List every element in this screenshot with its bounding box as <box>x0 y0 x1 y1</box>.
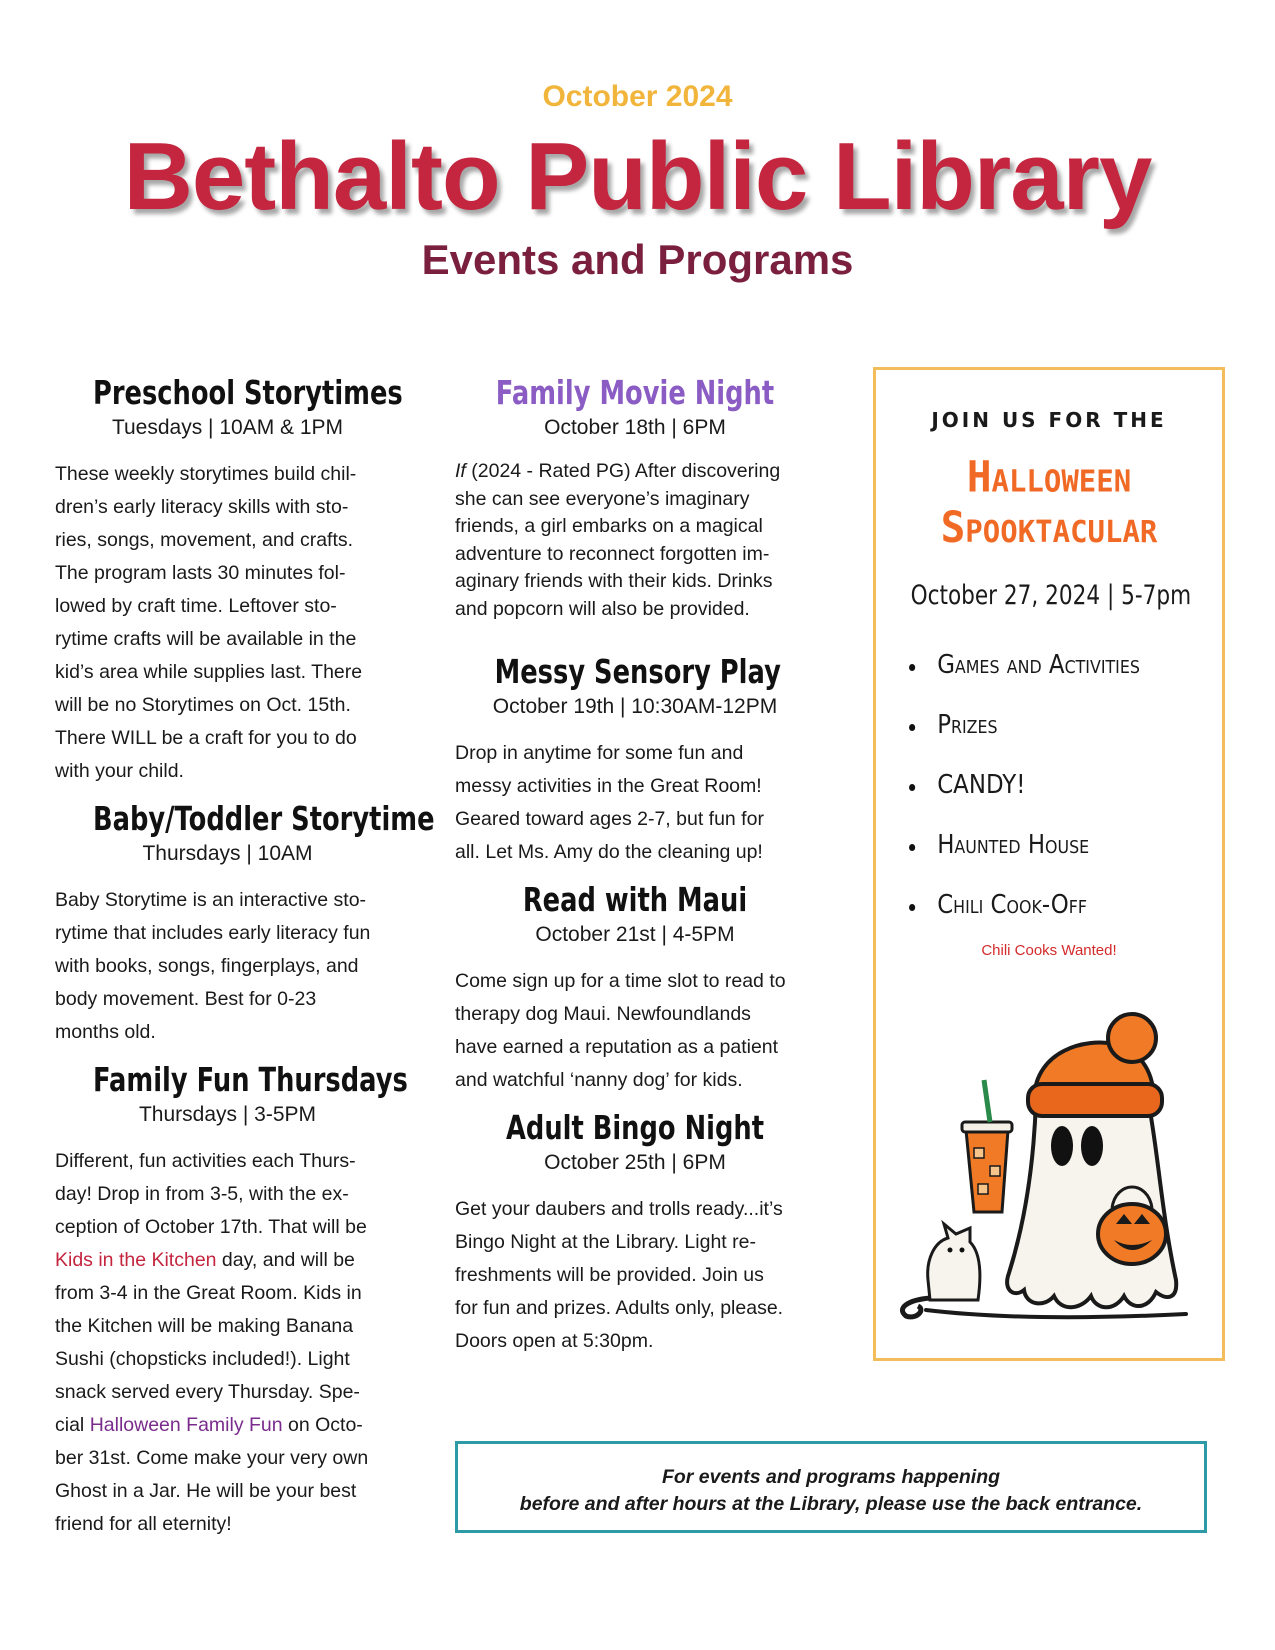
desc-line: Geared toward ages 2-7, but fun for <box>455 808 764 830</box>
beanie-brim <box>1028 1084 1162 1116</box>
desc-line: and watchful ‘nanny dog’ for kids. <box>455 1069 743 1091</box>
desc-line: The program lasts 30 minutes fol- <box>55 562 346 584</box>
desc-line: These weekly storytimes build chil- <box>55 463 357 485</box>
desc-line: aginary friends with their kids. Drinks <box>455 570 773 592</box>
desc-line: freshments will be provided. Join us <box>455 1264 764 1286</box>
note-line: before and after hours at the Library, please use the back entrance. <box>519 1493 1143 1515</box>
event-description <box>55 884 400 1049</box>
desc-line: Ghost in a Jar. He will be your best <box>55 1480 357 1502</box>
event-time: October 21st | 4-5PM <box>535 923 735 946</box>
event-time: October 18th | 6PM <box>544 416 726 439</box>
event-title: Adult Bingo Night <box>505 1108 765 1147</box>
cat-eye <box>960 1248 965 1253</box>
event-title: Family Movie Night <box>495 373 775 412</box>
ghost-eye-left <box>1051 1126 1073 1166</box>
desc-line: snack served every Thursday. Spe- <box>55 1381 360 1403</box>
desc-line: Get your daubers and trolls ready...it’s <box>455 1198 783 1220</box>
ghost-eye-right <box>1081 1126 1103 1166</box>
list-item-label: Chili Cook-Off <box>937 890 1087 920</box>
left-column <box>55 372 435 1551</box>
event-family-movie-night <box>455 372 815 623</box>
ice-cube <box>990 1166 1000 1176</box>
list-item-label: Haunted House <box>937 830 1090 860</box>
event-title: Family Fun Thursdays <box>92 1060 408 1099</box>
event-time: October 19th | 10:30AM-12PM <box>492 695 778 718</box>
list-item <box>902 830 1175 890</box>
desc-text: (2024 - Rated PG) After discovering <box>465 460 781 482</box>
bullet-icon <box>909 664 915 671</box>
event-time: Tuesdays | 10AM & 1PM <box>111 416 344 439</box>
ice-cube <box>974 1148 984 1158</box>
spooktacular-title <box>876 452 1222 553</box>
desc-line: rytime that includes early literacy fun <box>55 922 371 944</box>
event-time: Thursdays | 10AM <box>142 842 313 865</box>
iced-drink-icon <box>966 1130 1008 1212</box>
list-item-label: CANDY! <box>937 770 1026 800</box>
desc-text: day, and will be <box>216 1249 355 1271</box>
desc-line: from 3-4 in the Great Room. Kids in <box>55 1282 362 1304</box>
halloween-spooktacular-box <box>873 367 1225 1361</box>
event-description <box>455 737 815 869</box>
desc-line: ber 31st. Come make your very own <box>55 1447 369 1469</box>
event-description <box>455 965 815 1097</box>
desc-line: with books, songs, fingerplays, and <box>55 955 359 977</box>
desc-text: cial <box>55 1414 90 1436</box>
cat-icon <box>928 1224 980 1300</box>
kids-in-the-kitchen-link: Kids in the Kitchen <box>55 1249 217 1271</box>
event-baby-toddler-storytime <box>55 798 435 1049</box>
straw-icon <box>984 1080 990 1122</box>
chili-cooks-wanted: Chili Cooks Wanted! <box>981 942 1117 959</box>
desc-line: ries, songs, movement, and crafts. <box>55 529 354 551</box>
note-line: For events and programs happening <box>661 1466 1001 1488</box>
desc-line: therapy dog Maui. Newfoundlands <box>455 1003 751 1025</box>
desc-line: body movement. Best for 0-23 <box>55 988 317 1010</box>
desc-line: ception of October 17th. That will be <box>55 1216 367 1238</box>
event-title: Preschool Storytimes <box>92 373 403 412</box>
movie-name: If <box>455 460 466 482</box>
event-read-with-maui <box>455 879 815 1097</box>
desc-line: day! Drop in from 3-5, with the ex- <box>55 1183 349 1205</box>
event-description <box>55 1145 400 1541</box>
desc-line: Different, fun activities each Thurs- <box>55 1150 356 1172</box>
issue-month: October 2024 <box>542 80 733 113</box>
event-title: Read with Maui <box>522 880 748 919</box>
desc-line: dren’s early literacy skills with sto- <box>55 496 349 518</box>
event-messy-sensory-play <box>455 651 815 869</box>
bullet-icon <box>909 724 915 731</box>
desc-line: Bingo Night at the Library. Light re- <box>455 1231 756 1253</box>
desc-line: Sushi (chopsticks included!). Light <box>55 1348 350 1370</box>
desc-line: adventure to reconnect forgotten im- <box>455 542 770 565</box>
halloween-family-fun-link: Halloween Family Fun <box>89 1414 283 1436</box>
list-item <box>902 710 1175 770</box>
jack-o-lantern-icon <box>1098 1204 1166 1264</box>
desc-line: Drop in anytime for some fun and <box>455 742 744 764</box>
library-title: Bethalto Public Library <box>123 123 1152 230</box>
desc-line: Come sign up for a time slot to read to <box>455 970 786 992</box>
cup-lid <box>962 1122 1012 1132</box>
event-time: Thursdays | 3-5PM <box>138 1103 316 1126</box>
event-adult-bingo-night <box>455 1107 815 1358</box>
event-description <box>455 458 815 623</box>
desc-line: Doors open at 5:30pm. <box>455 1330 654 1352</box>
list-item-label: Prizes <box>937 710 998 740</box>
desc-line: kid’s area while supplies last. There <box>55 661 363 683</box>
desc-line <box>455 458 815 486</box>
back-entrance-note <box>455 1441 1207 1533</box>
halloween-date: October 27, 2024 | 5-7pm <box>910 580 1192 611</box>
bullet-icon <box>909 904 915 911</box>
list-item <box>902 650 1175 710</box>
list-item <box>902 890 1175 950</box>
desc-line: lowed by craft time. Leftover sto- <box>55 595 337 617</box>
list-item-label: Games and Activities <box>937 650 1140 680</box>
event-preschool-storytimes <box>55 372 403 788</box>
list-item <box>902 770 1175 830</box>
event-title: Baby/Toddler Storytime <box>92 799 435 838</box>
event-title: Messy Sensory Play <box>494 652 781 691</box>
ghost-illustration <box>886 980 1216 1350</box>
desc-line: There WILL be a craft for you to do <box>55 727 357 749</box>
spooktacular-line: Halloween <box>966 451 1132 502</box>
bullet-icon <box>909 784 915 791</box>
cat-tail <box>902 1298 930 1317</box>
event-description <box>55 458 400 788</box>
page-subtitle: Events and Programs <box>421 236 854 283</box>
event-family-fun-thursdays <box>55 1059 408 1541</box>
desc-line: and popcorn will also be provided. <box>455 597 750 620</box>
desc-line: friend for all eternity! <box>55 1513 232 1535</box>
desc-line: messy activities in the Great Room! <box>455 775 762 797</box>
event-time: October 25th | 6PM <box>544 1151 726 1174</box>
desc-line: rytime crafts will be available in the <box>55 628 357 650</box>
desc-line: Baby Storytime is an interactive sto- <box>55 889 367 911</box>
halloween-activity-list <box>902 650 1212 950</box>
desc-line: will be no Storytimes on Oct. 15th. <box>55 694 351 716</box>
desc-line: for fun and prizes. Adults only, please. <box>455 1297 784 1319</box>
cat-eye <box>948 1248 953 1253</box>
ice-cube <box>978 1184 988 1194</box>
desc-line: months old. <box>55 1021 156 1043</box>
ground-shadow <box>926 1310 1186 1317</box>
desc-line <box>55 1409 400 1442</box>
desc-line: have earned a reputation as a patient <box>455 1036 779 1058</box>
join-us-heading: JOIN US FOR THE <box>931 408 1167 432</box>
bullet-icon <box>909 844 915 851</box>
desc-line <box>55 1244 400 1277</box>
desc-line: friends, a girl embarks on a magical <box>455 515 763 537</box>
middle-column <box>455 372 815 1368</box>
event-description <box>455 1193 815 1358</box>
desc-line: all. Let Ms. Amy do the cleaning up! <box>455 841 763 863</box>
desc-text: on Octo- <box>282 1414 363 1436</box>
desc-line: with your child. <box>55 760 184 782</box>
desc-line: she can see everyone’s imaginary <box>455 487 750 510</box>
beanie-pompom <box>1108 1014 1156 1062</box>
spooktacular-line: Spooktacular <box>940 502 1158 553</box>
desc-line: the Kitchen will be making Banana <box>55 1315 354 1337</box>
